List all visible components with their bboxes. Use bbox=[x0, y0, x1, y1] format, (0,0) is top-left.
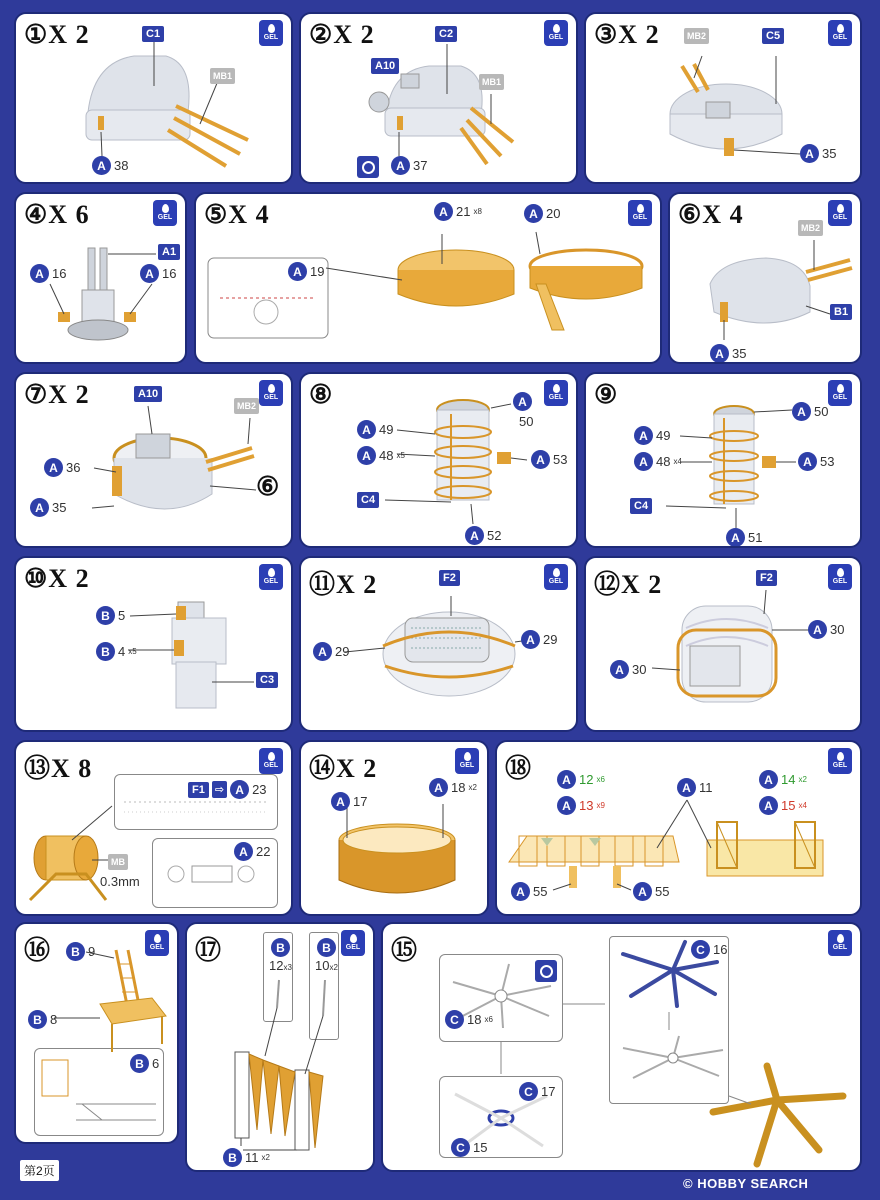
part-label-a1: A1 bbox=[158, 244, 180, 260]
part-label-a22: A 22 bbox=[234, 842, 270, 861]
part-label-mb2: MB2 bbox=[684, 28, 709, 44]
step-number: ③X 2 bbox=[594, 20, 660, 49]
part-label-a55-left: A 55 bbox=[511, 882, 547, 901]
step-reference-6: ⑥ bbox=[256, 472, 281, 501]
step-number: ⑬X 8 bbox=[24, 754, 93, 783]
step-8-panel bbox=[299, 372, 578, 548]
step-16-panel bbox=[14, 922, 179, 1144]
step-number: ⑩X 2 bbox=[24, 564, 90, 593]
part-label-mb2: MB2 bbox=[234, 398, 259, 414]
part-label-a18: A 18 x2 bbox=[429, 778, 477, 797]
part-label-a38: A 38 bbox=[92, 156, 128, 175]
step-18-panel bbox=[495, 740, 862, 916]
part-label-c3: C3 bbox=[256, 672, 278, 688]
part-label-a49: A 49 bbox=[357, 420, 393, 439]
part-label-a35: A 35 bbox=[710, 344, 746, 363]
part-label-b1: B1 bbox=[830, 304, 852, 320]
gel-glue-icon: GEL bbox=[544, 380, 568, 406]
step-10-panel bbox=[14, 556, 293, 732]
gel-glue-icon: GEL bbox=[828, 930, 852, 956]
step-number: ②X 2 bbox=[309, 20, 375, 49]
part-label-a20: A 20 bbox=[524, 204, 560, 223]
part-label-a15: A 15 x4 bbox=[759, 796, 807, 815]
part-label-c17: C 17 bbox=[519, 1082, 555, 1101]
step-number: ⑭X 2 bbox=[309, 754, 378, 783]
gel-glue-icon: GEL bbox=[544, 20, 568, 46]
part-label-b6: B 6 bbox=[130, 1054, 159, 1073]
part-label-a29-left: A 29 bbox=[313, 642, 349, 661]
part-label-a10: A10 bbox=[134, 386, 162, 402]
part-label-a37: A 37 bbox=[391, 156, 427, 175]
part-label-a13: A 13 x9 bbox=[557, 796, 605, 815]
gel-glue-icon: GEL bbox=[828, 380, 852, 406]
part-label-a48: A 48 x4 bbox=[634, 452, 682, 471]
part-label-a17: A 17 bbox=[331, 792, 367, 811]
part-label-c1: C1 bbox=[142, 26, 164, 42]
part-label-b10: B 10x2 bbox=[315, 938, 338, 973]
step-14-panel bbox=[299, 740, 489, 916]
part-label-b4: B 4 x5 bbox=[96, 642, 137, 661]
step-number: ①X 2 bbox=[24, 20, 90, 49]
part-label-a53: A 53 bbox=[531, 450, 567, 469]
step-number: ⑤X 4 bbox=[204, 200, 270, 229]
step-number: ⑫X 2 bbox=[594, 570, 663, 599]
part-label-b9: B 9 bbox=[66, 942, 95, 961]
step-number: ④X 6 bbox=[24, 200, 90, 229]
gel-glue-icon: GEL bbox=[628, 200, 652, 226]
gel-glue-icon: GEL bbox=[828, 748, 852, 774]
step-17-panel bbox=[185, 922, 375, 1172]
part-label-a16-right: A 16 bbox=[140, 264, 176, 283]
gel-glue-icon: GEL bbox=[153, 200, 177, 226]
part-label-a36: A 36 bbox=[44, 458, 80, 477]
railing-illustration bbox=[497, 742, 862, 916]
part-label-c18: C 18 x6 bbox=[445, 1010, 493, 1029]
gel-glue-icon: GEL bbox=[544, 564, 568, 590]
part-label-a30-left: A 30 bbox=[610, 660, 646, 679]
part-label-a49: A 49 bbox=[634, 426, 670, 445]
step-6-panel bbox=[668, 192, 862, 364]
part-label-b12: B 12x3 bbox=[269, 938, 292, 973]
gel-glue-icon: GEL bbox=[259, 564, 283, 590]
step-12-panel bbox=[584, 556, 862, 732]
gel-glue-icon: GEL bbox=[145, 930, 169, 956]
gel-glue-icon: GEL bbox=[828, 20, 852, 46]
part-label-f2: F2 bbox=[439, 570, 460, 586]
step-15-panel bbox=[381, 922, 862, 1172]
part-label-a35: A 35 bbox=[800, 144, 836, 163]
part-label-a19: A 19 bbox=[288, 262, 324, 281]
part-label-a55-right: A 55 bbox=[633, 882, 669, 901]
part-label-c4: C4 bbox=[630, 498, 652, 514]
step-number: ⑪X 2 bbox=[309, 570, 378, 599]
step-7-panel bbox=[14, 372, 293, 548]
step-number: ⑱ bbox=[505, 754, 533, 783]
part-label-a48: A 48 x5 bbox=[357, 446, 405, 465]
watermark: © HOBBY SEARCH bbox=[683, 1176, 809, 1191]
gel-glue-icon: GEL bbox=[455, 748, 479, 774]
step-13-panel bbox=[14, 740, 293, 916]
part-label-mb2: MB2 bbox=[798, 220, 823, 236]
gel-glue-icon: GEL bbox=[341, 930, 365, 956]
rod-thickness: 0.3mm bbox=[100, 874, 140, 889]
step-9-panel bbox=[584, 372, 862, 548]
part-label-a50: A 50 bbox=[792, 402, 828, 421]
part-label-c15: C 15 bbox=[451, 1138, 487, 1157]
part-label-a52: A 52 bbox=[465, 526, 501, 545]
step-3-panel bbox=[584, 12, 862, 184]
gel-glue-icon: GEL bbox=[828, 200, 852, 226]
part-label-a11: A 11 bbox=[677, 778, 713, 797]
step-2-panel bbox=[299, 12, 578, 184]
part-label-a53: A 53 bbox=[798, 452, 834, 471]
part-label-b8: B 8 bbox=[28, 1010, 57, 1029]
gel-glue-icon: GEL bbox=[259, 380, 283, 406]
step-1-panel bbox=[14, 12, 293, 184]
part-label-f1: F1 ⇨ A 23 bbox=[188, 780, 267, 799]
page-number: 第2页 bbox=[20, 1160, 59, 1181]
step-number: ⑯ bbox=[24, 936, 52, 965]
part-label-b11: B 11 x2 bbox=[223, 1148, 270, 1167]
part-label-a16-left: A 16 bbox=[30, 264, 66, 283]
part-label-c5: C5 bbox=[762, 28, 784, 44]
step-number: ⑧ bbox=[309, 380, 334, 409]
part-label-a50: A bbox=[513, 392, 532, 411]
gel-glue-icon: GEL bbox=[259, 748, 283, 774]
part-label-a51: A 51 bbox=[726, 528, 762, 547]
part-label-a21: A 21 x8 bbox=[434, 202, 482, 221]
part-label-a35: A 35 bbox=[30, 498, 66, 517]
part-label-mb1: MB1 bbox=[210, 68, 235, 84]
gel-glue-icon: GEL bbox=[828, 564, 852, 590]
step-number: ⑦X 2 bbox=[24, 380, 90, 409]
step-11-panel bbox=[299, 556, 578, 732]
part-label-a10: A10 bbox=[371, 58, 399, 74]
step-5-panel bbox=[194, 192, 662, 364]
antenna-illustration bbox=[383, 924, 862, 1172]
part-label-a30-right: A 30 bbox=[808, 620, 844, 639]
step-number: ⑰ bbox=[195, 936, 223, 965]
part-label-a12: A 12 x6 bbox=[557, 770, 605, 789]
part-label-mb: MB bbox=[108, 854, 128, 870]
part-label-a14: A 14 x2 bbox=[759, 770, 807, 789]
step-number: ⑨ bbox=[594, 380, 619, 409]
transfer-arrow-icon: ⇨ bbox=[212, 781, 227, 798]
gel-glue-icon: GEL bbox=[259, 20, 283, 46]
part-label-a50-number: 50 bbox=[519, 414, 534, 429]
cut-circle-icon bbox=[357, 156, 379, 178]
step-number: ⑥X 4 bbox=[678, 200, 744, 229]
part-label-mb1: MB1 bbox=[479, 74, 504, 90]
part-label-c4: C4 bbox=[357, 492, 379, 508]
step-number: ⑮ bbox=[391, 936, 419, 965]
part-label-b5: B 5 bbox=[96, 606, 125, 625]
cut-circle-icon bbox=[535, 960, 557, 982]
part-label-c2: C2 bbox=[435, 26, 457, 42]
part-label-f2: F2 bbox=[756, 570, 777, 586]
part-label-a29-right: A 29 bbox=[521, 630, 557, 649]
step-4-panel bbox=[14, 192, 187, 364]
part-label-c16: C 16 bbox=[691, 940, 727, 959]
